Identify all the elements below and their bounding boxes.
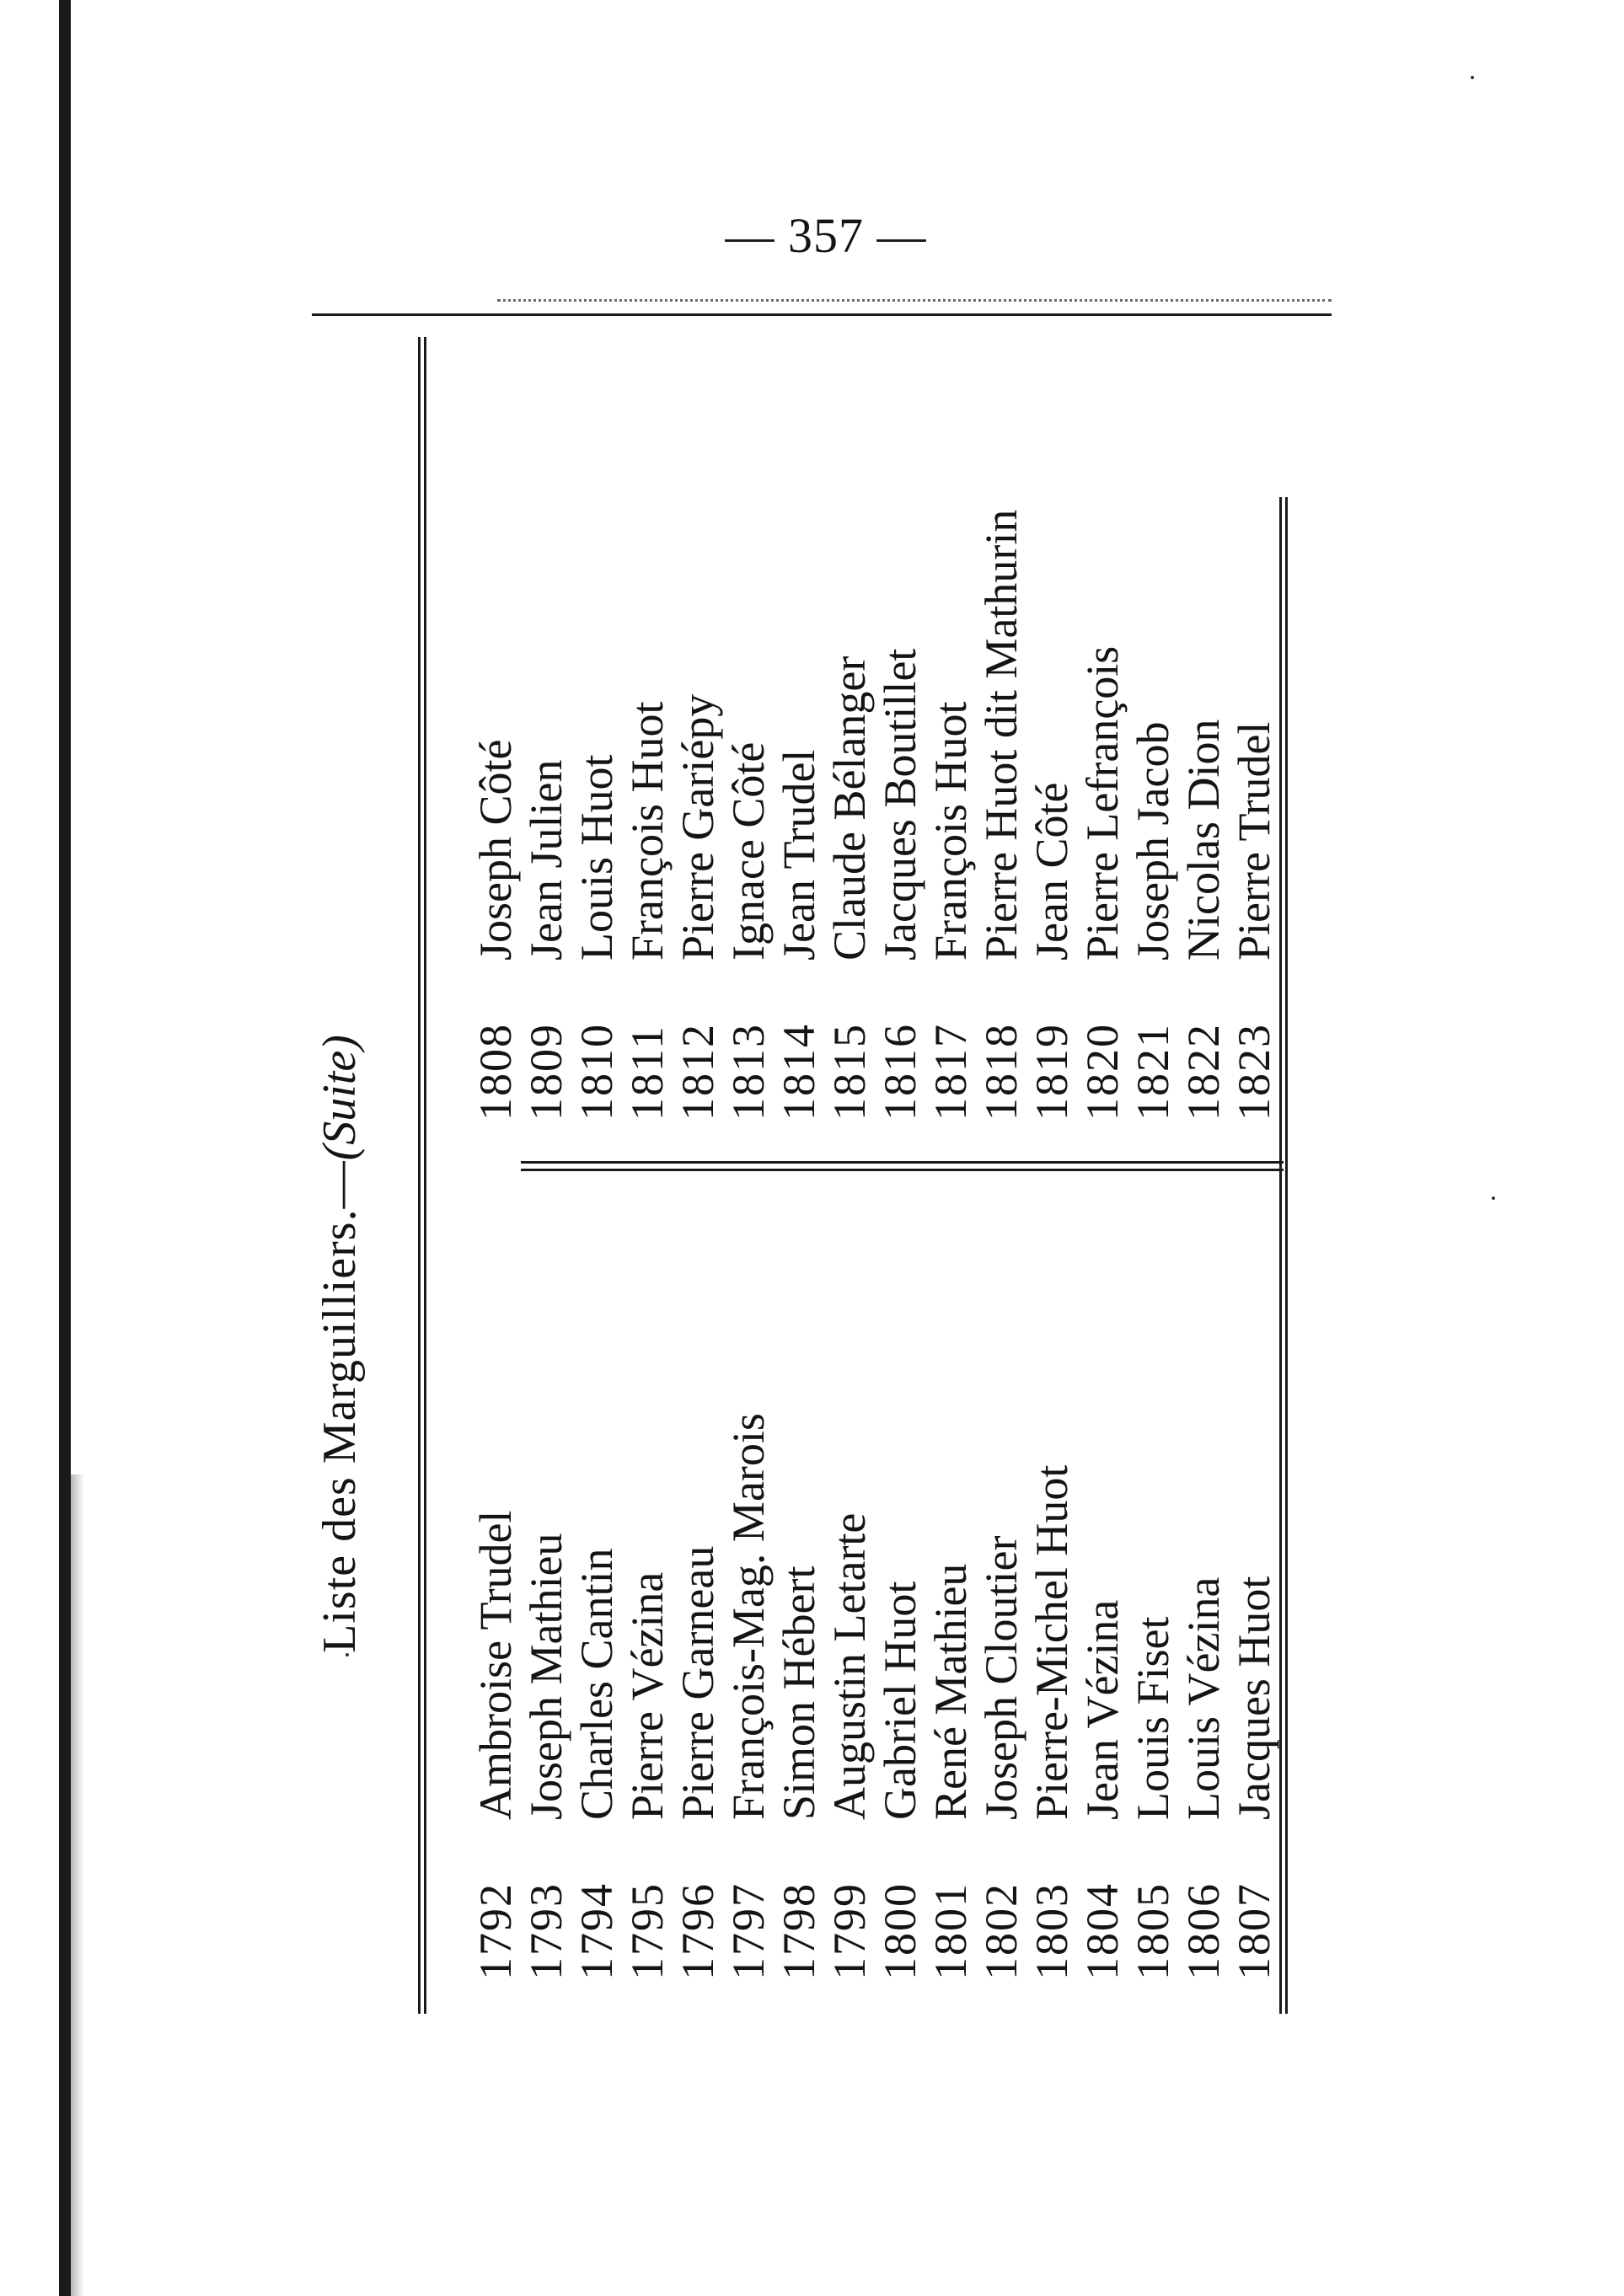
list-item: [470, 510, 521, 1121]
list-item: [976, 510, 1026, 1121]
entry-name: Joseph Jacob: [1128, 721, 1178, 961]
entry-name: Jacques Boutillet: [875, 648, 925, 961]
list-item: [673, 1413, 723, 1980]
entry-year: 1819: [1026, 1023, 1077, 1121]
entry-year: 1806: [1178, 1882, 1229, 1980]
list-item: [673, 510, 723, 1121]
entry-name: Jacques Huot: [1229, 1576, 1279, 1820]
entry-name: Claude Bélanger: [824, 656, 875, 961]
entry-year: 1795: [622, 1882, 673, 1980]
table-bottom-double-rule: [1279, 497, 1288, 2014]
entry-name: Pierre Huot dit Mathurin: [976, 509, 1026, 961]
list-item: [571, 1413, 622, 1980]
entry-name: Louis Fiset: [1128, 1616, 1178, 1820]
entry-name: René Mathieu: [925, 1563, 976, 1820]
list-item: [470, 1413, 521, 1980]
entry-year: 1796: [673, 1882, 723, 1980]
list-item: [774, 1413, 824, 1980]
page-binding-shadow: [71, 1474, 84, 2296]
entry-year: 1809: [521, 1023, 571, 1121]
entry-name: Joseph Cloutier: [976, 1535, 1026, 1820]
entry-year: 1822: [1178, 1023, 1229, 1121]
page-binding-edge: [59, 0, 71, 2296]
entry-year: 1804: [1077, 1882, 1128, 1980]
entry-year: 1798: [774, 1882, 824, 1980]
entry-year: 1793: [521, 1882, 571, 1980]
table-top-double-rule: [418, 337, 426, 2014]
entry-name: François Huot: [622, 701, 673, 961]
entry-year: 1818: [976, 1023, 1026, 1121]
entry-year: 1797: [723, 1882, 774, 1980]
entry-year: 1802: [976, 1882, 1026, 1980]
list-item: [875, 510, 925, 1121]
entry-name: Pierre Garneau: [673, 1545, 723, 1820]
list-item: [521, 1413, 571, 1980]
table-title-main: Liste des Marguilliers.—: [314, 1160, 366, 1653]
entry-year: 1808: [470, 1023, 521, 1121]
list-item: [1077, 510, 1128, 1121]
list-item: [571, 510, 622, 1121]
list-item: [1128, 1413, 1178, 1980]
list-item: [1077, 1413, 1128, 1980]
list-item: [1026, 510, 1077, 1121]
page-number: — 357 —: [725, 208, 927, 263]
paper-speck: [1492, 1196, 1495, 1200]
list-item: [723, 510, 774, 1121]
list-item: [723, 1413, 774, 1980]
entry-year: 1820: [1077, 1023, 1128, 1121]
entry-name: Pierre-Michel Huot: [1026, 1464, 1077, 1820]
table-title: [310, 674, 369, 2014]
entry-year: 1817: [925, 1023, 976, 1121]
entry-name: Charles Cantin: [571, 1548, 622, 1820]
entry-name: Jean Vézina: [1077, 1599, 1128, 1820]
list-item: [824, 510, 875, 1121]
entry-year: 1821: [1128, 1023, 1178, 1121]
entry-name: Louis Huot: [571, 754, 622, 961]
entry-year: 1815: [824, 1023, 875, 1121]
entry-name: Pierre Gariépy: [673, 693, 723, 961]
list-item: [1229, 510, 1279, 1121]
list-item: [976, 1413, 1026, 1980]
entry-year: 1813: [723, 1023, 774, 1121]
entry-year: 1801: [925, 1882, 976, 1980]
entry-name: Pierre Lefrançois: [1077, 645, 1128, 961]
entry-name: Joseph Mathieu: [521, 1533, 571, 1820]
entry-name: Gabriel Huot: [875, 1581, 925, 1820]
left-column: [470, 1413, 1279, 1980]
list-item: [1026, 1413, 1077, 1980]
entry-name: Simon Hébert: [774, 1565, 824, 1820]
entry-year: 1803: [1026, 1882, 1077, 1980]
marguilliers-table: [310, 329, 1305, 2014]
entry-year: 1792: [470, 1882, 521, 1980]
entry-name: Jean Trudel: [774, 749, 824, 961]
list-item: [622, 510, 673, 1121]
entry-year: 1812: [673, 1023, 723, 1121]
list-item: [521, 510, 571, 1121]
table-column-divider: [521, 1161, 1284, 1171]
entry-name: François Huot: [925, 701, 976, 961]
entry-name: Nicolas Dion: [1178, 719, 1229, 961]
list-item: [875, 1413, 925, 1980]
entry-name: Augustin Letarte: [824, 1512, 875, 1820]
entry-year: 1794: [571, 1882, 622, 1980]
list-item: [1229, 1413, 1279, 1980]
entry-name: Joseph Côté: [470, 739, 521, 961]
header-dotted-line: [497, 299, 1332, 304]
right-column: [470, 510, 1279, 1121]
entry-name: Ignace Côté: [723, 741, 774, 961]
list-item: [1178, 510, 1229, 1121]
entry-name: François-Mag. Marois: [723, 1413, 774, 1820]
entry-name: Pierre Vézina: [622, 1571, 673, 1820]
list-item: [622, 1413, 673, 1980]
entry-year: 1811: [622, 1025, 673, 1121]
entry-year: 1810: [571, 1023, 622, 1121]
entry-year: 1823: [1229, 1023, 1279, 1121]
list-item: [1178, 1413, 1229, 1980]
header-rule: [312, 313, 1332, 316]
list-item: [1128, 510, 1178, 1121]
entry-year: 1800: [875, 1882, 925, 1980]
entry-name: Jean Côté: [1026, 782, 1077, 961]
list-item: [925, 1413, 976, 1980]
list-item: [925, 510, 976, 1121]
paper-speck: [1471, 76, 1474, 79]
entry-year: 1816: [875, 1023, 925, 1121]
entry-name: Ambroise Trudel: [470, 1510, 521, 1820]
table-title-suffix: (Suite): [314, 1035, 366, 1161]
entry-year: 1799: [824, 1882, 875, 1980]
entry-name: Pierre Trudel: [1229, 721, 1279, 961]
list-item: [824, 1413, 875, 1980]
entry-name: Louis Vézina: [1178, 1576, 1229, 1820]
entry-year: 1805: [1128, 1882, 1178, 1980]
list-item: [774, 510, 824, 1121]
entry-year: 1807: [1229, 1882, 1279, 1980]
entry-year: 1814: [774, 1023, 824, 1121]
entry-name: Jean Julien: [521, 759, 571, 961]
